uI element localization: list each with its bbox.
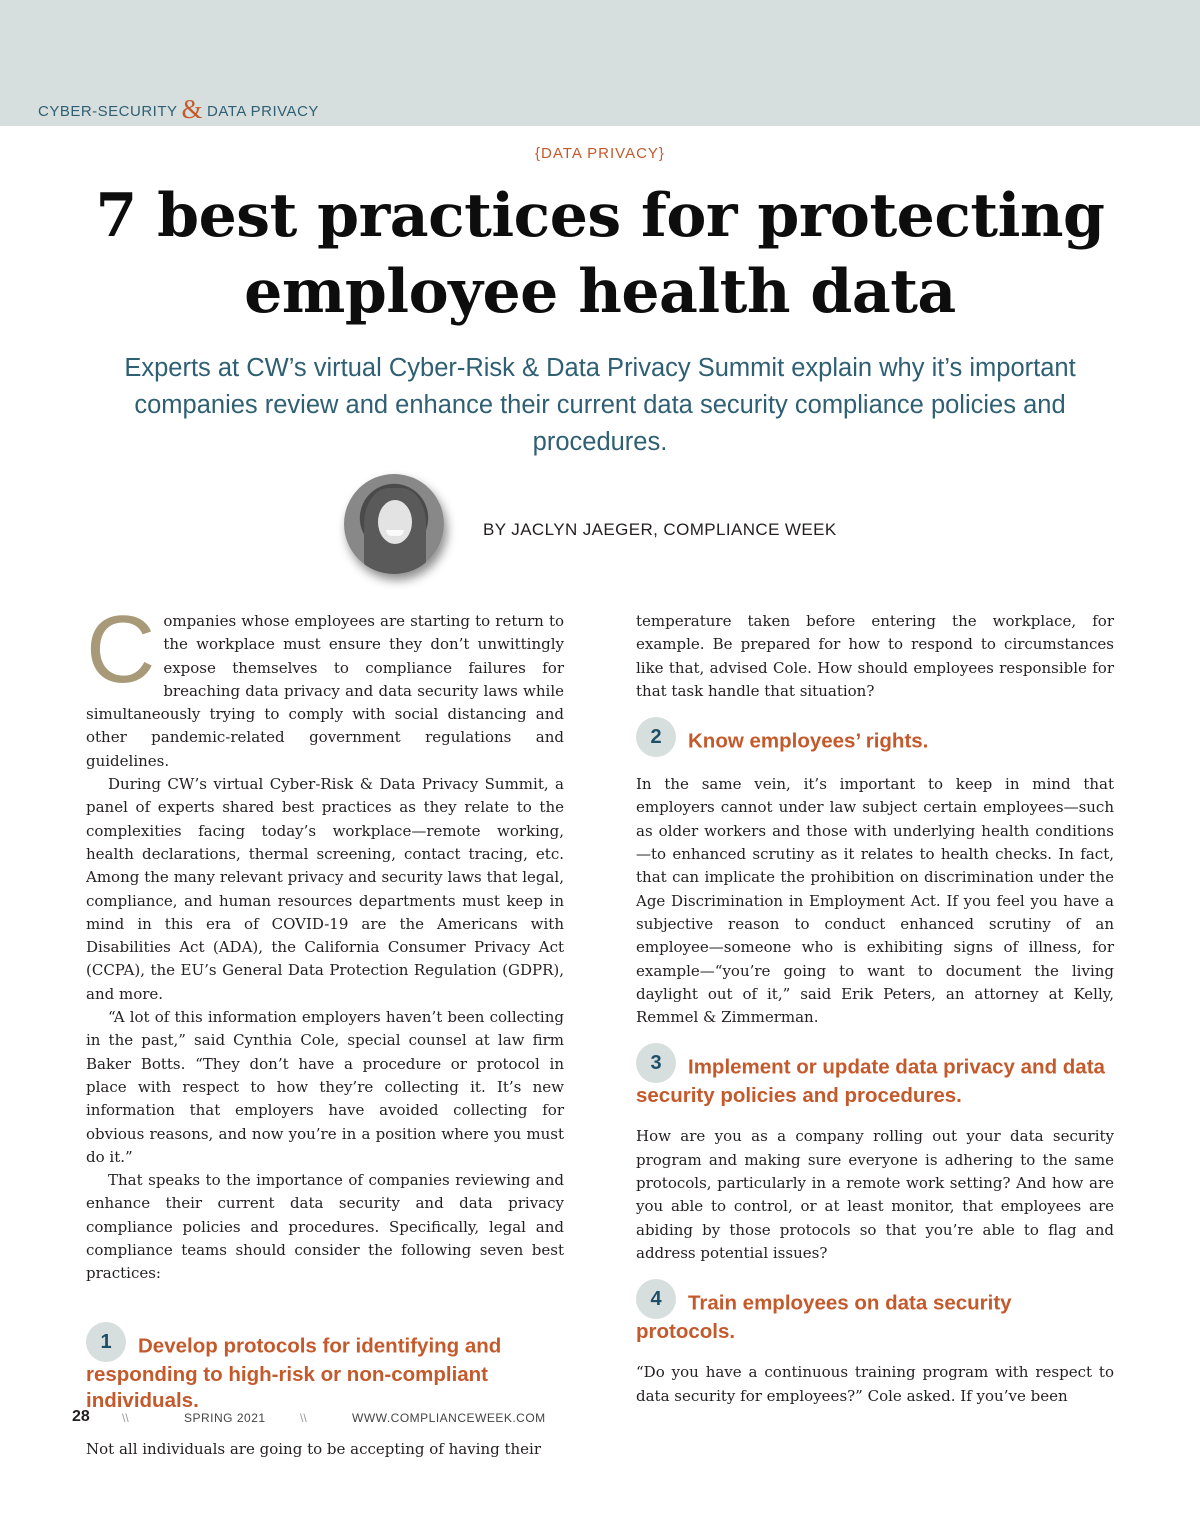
tip-heading-4 — [636, 1285, 1114, 1345]
tip-number-badge: 1 — [86, 1322, 126, 1362]
paragraph: How are you as a company rolling out your data security program and making sure everyone is adhering to the same protocols, particularly in a remote work setting? And how are you able to control, or at least monitor, that employees are abiding by those protocols so that you’re able to flag and address potential issues? — [636, 1127, 1114, 1262]
paragraph: “A lot of this information employers haven’t been collecting in the past,” said Cynthia Cole, special counsel at law firm Baker Botts. “They don’t have a procedure or protocol in place with respect to how they’re collecting it. It’s new information that employers have avoided collecting for obvious reasons, and now you’re in a position where you must do it.” — [86, 1008, 564, 1166]
body-column-left — [86, 596, 564, 1461]
section-label-right: DATA PRIVACY — [207, 103, 319, 120]
author-photo — [344, 474, 444, 574]
tip-heading-2 — [636, 723, 1114, 757]
tip-heading-1 — [86, 1328, 564, 1414]
footer-issue: SPRING 2021 — [184, 1411, 266, 1425]
article-deck: Experts at CW’s virtual Cyber-Risk & Data Privacy Summit explain why it’s important companies review and enhance their current data security compliance policies and procedures. — [124, 354, 1076, 456]
tip-heading-3 — [636, 1049, 1114, 1109]
tip-title: Train employees on data security protocols. — [636, 1291, 1012, 1344]
tip-title: Know employees’ rights. — [688, 729, 929, 753]
section-label-left: CYBER-SECURITY — [38, 103, 178, 120]
article-headline: 7 best practices for protecting employee health data — [95, 181, 1105, 327]
paragraph: “Do you have a continuous training program with respect to data security for employees?” Cole asked. If you’ve been — [636, 1363, 1114, 1405]
tip-number-badge: 3 — [636, 1043, 676, 1083]
paragraph: Companies whose employees are starting to return to the workplace must ensure they don’t unwittingly expose themselves to compliance failures for breaching data privacy and data security laws while simultaneously trying to comply with social distancing and other pandemic-related government regulations and guidelines. — [86, 596, 564, 770]
tip-title: Implement or update data privacy and data security policies and procedures. — [636, 1055, 1105, 1108]
body-column-right — [636, 610, 1114, 1408]
page-number: 28 — [72, 1408, 90, 1425]
article-byline: BY JACLYN JAEGER, COMPLIANCE WEEK — [483, 520, 837, 539]
tip-title: Develop protocols for identifying and responding to high-risk or non-compliant individuals. — [86, 1334, 502, 1412]
section-label — [38, 92, 319, 123]
paragraph: Not all individuals are going to be accepting of having their — [86, 1439, 542, 1458]
paragraph: In the same vein, it’s important to keep in mind that employers cannot under law subject certain employees—such as older workers and those with underlying health conditions—to enhanced scrutiny as it relates to health checks. In fact, that can implicate the prohibition on discrimination under the Age Discrimination in Employment Act. If you feel you have a subjective reason to conduct enhanced scrutiny of an employee—someone who is exhibiting signs of illness, for example—“you’re going to want to document the living daylight out of it,” said Erik Peters, an attorney at Kelly, Remmel & Zimmerman. — [636, 775, 1114, 1027]
footer-website: WWW.COMPLIANCEWEEK.COM — [352, 1411, 546, 1425]
tip-number-badge: 2 — [636, 717, 676, 757]
drop-cap: C — [86, 596, 156, 703]
footer-separator: \\ — [300, 1411, 307, 1425]
paragraph: That speaks to the importance of companies reviewing and enhance their current data security and data privacy compliance policies and procedures. Specifically, legal and compliance teams should consider the following seven best practices: — [86, 1171, 564, 1283]
paragraph: temperature taken before entering the workplace, for example. Be prepared for how to respond to circumstances like that, advised Cole. How should employees responsible for that task handle that situation? — [636, 612, 1114, 700]
section-label-ampersand: & — [181, 94, 204, 124]
paragraph: During CW’s virtual Cyber-Risk & Data Privacy Summit, a panel of experts shared best practices as they relate to the complexities facing today’s workplace—remote working, health declarations, thermal screening, contact tracing, etc. Among the many relevant privacy and security laws that legal, compliance, and human resources departments must keep in mind in this era of COVID-19 are the Americans with Disabilities Act (ADA), the California Consumer Privacy Act (CCPA), the EU’s General Data Protection Regulation (GDPR), and more. — [86, 775, 564, 1003]
footer-separator: \\ — [122, 1411, 129, 1425]
article-kicker: {DATA PRIVACY} — [535, 145, 665, 162]
tip-number-badge: 4 — [636, 1279, 676, 1319]
